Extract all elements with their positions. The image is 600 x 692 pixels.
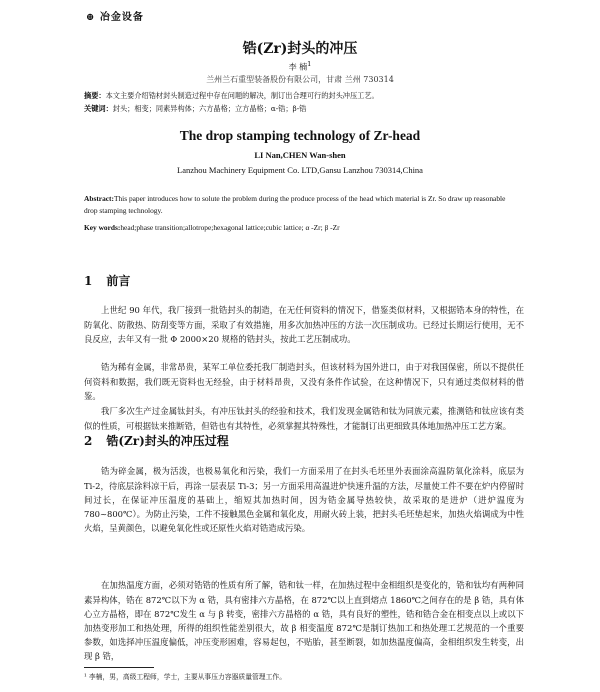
english-abstract: Abstract:This paper introduces how to solute the problem during the produce process of the head which material is Zr. So draw up reasonable drop stamping technology. <box>84 194 506 215</box>
chinese-keywords: 关键词：封头；相变；同素异构体；六方晶格；立方晶格；α-锆；β-锆 <box>84 104 307 113</box>
english-title: The drop stamping technology of Zr-head <box>179 128 421 143</box>
chinese-abstract: 摘要：本文主要介绍锆材封头制造过程中存在问题的解决，制订出合理可行的封头冲压工艺。 <box>84 91 379 100</box>
chinese-author: 李 楠$^1$ <box>288 60 312 72</box>
english-affiliation: Lanzhou Machinery Equipment Co. LTD,Gansu Lanzhou 730314,China <box>177 165 423 175</box>
author-footnote-mark: 1 <box>307 60 312 68</box>
journal-logo <box>86 8 144 23</box>
chinese-affiliation: 兰州兰石重型装备股份有限公司，甘肃 兰州 730314 <box>206 75 394 84</box>
paragraph: 我厂多次生产过金属钛封头，有冲压钛封头的经验和技术，我们发现金属锆和钛为同族元素，推测锆和钛应该有类似的性质，可根据钛来推断锆，但锆也有其特性，必须掌握其特殊性，才能制订出更细致具体地加热冲压工艺方案。 <box>84 406 524 431</box>
paragraph: 在加热温度方面，必须对锆锆的性质有所了解，锆和钛一样，在加热过程中金相组织是变化的，锆和钛均有两种同素异构体，锆在 872℃以下为 α 锆，具有密排六方晶格，在 872℃以上直到熔点 1860℃之间存在的是 β 锆，具有体心立方晶格，即在 872℃发生 α 与 β 转变，密排六方晶格的 α 锆，具有良好的塑性，锆和锆合金在相变点以上或以下加热变形加工和热处理，所得的组织性能差别很大，故 β 相变温度 872℃是制订热加工和热处理工艺规范的一个重要参数，如选择冲压温度偏低，冲压变形困难，容易起包，不贴胎，甚至断裂，如加热温度偏高，金相组织发生转变，出现 β 锆， <box>84 580 524 662</box>
footnote: ¹ 李楠，男，高级工程师，学士，主要从事压力容器质量管理工作。 <box>84 673 286 681</box>
logo-text: 冶金设备 <box>99 12 144 23</box>
paragraph: 锆为稀有金属，非常昂贵，某军工单位委托我厂制造封头，但该材料为国外进口，由于对我国保密，所以不提供任何资料和数据，我们既无资料也无经验，由于材料昂贵，又没有条件作试验，在这种情况下，只有通过类似材料的借鉴。 <box>84 362 524 401</box>
section-2-heading: 2 锆(Zr)封头的冲压过程 <box>84 434 229 448</box>
paragraph: 锆为碎金属，极为活泼，也极易氧化和污染，我们一方面采用了在封头毛坯里外表面涂高温防氧化涂料，底层为 Ti-2，待底层涂料凉干后，再涂一层表层 Ti-3；另一方面采用高温进炉快速升温的方法，尽量使工件不要在炉内停留时间过长，在保证冲压温度的基础上，缩短其加热时间，因为锆金属导热较快，故采取的是进炉（进炉温度为 780~800℃）。为防止污染，工件不接触黑色金属和氧化皮，用耐火砖上装，把封头毛坯垫起来，加热火焰调成为中性火焰，呈黄颜色，以避免氧化性或还原性火焰对锆造成污染。 <box>84 466 524 534</box>
paragraph: 上世纪 90 年代，我厂接到一批锆封头的制造，在无任何资料的情况下，借鉴类似材料，又根据锆本身的特性，在防氧化、防散热、防刮变等方面，采取了有效措施，用多次加热冲压的方法一次压制成功。已经过长期运行使用，无不良反应，去年又有一批 Φ 2000×20 规格的锆封头，按此工艺压制成功。 <box>84 305 524 344</box>
logo-emblem-icon: ⊕ <box>86 12 96 23</box>
chinese-title: 锆(Zr)封头的冲压 <box>242 41 358 57</box>
english-authors: LI Nan,CHEN Wan-shen <box>254 150 346 160</box>
footnote-divider <box>84 667 154 668</box>
english-keywords: Key words:head;phase transition;allotrope;hexagonal lattice;cubic lattice; α -Zr; β -Zr <box>84 223 340 232</box>
section-1-heading: 1 前言 <box>84 274 131 288</box>
